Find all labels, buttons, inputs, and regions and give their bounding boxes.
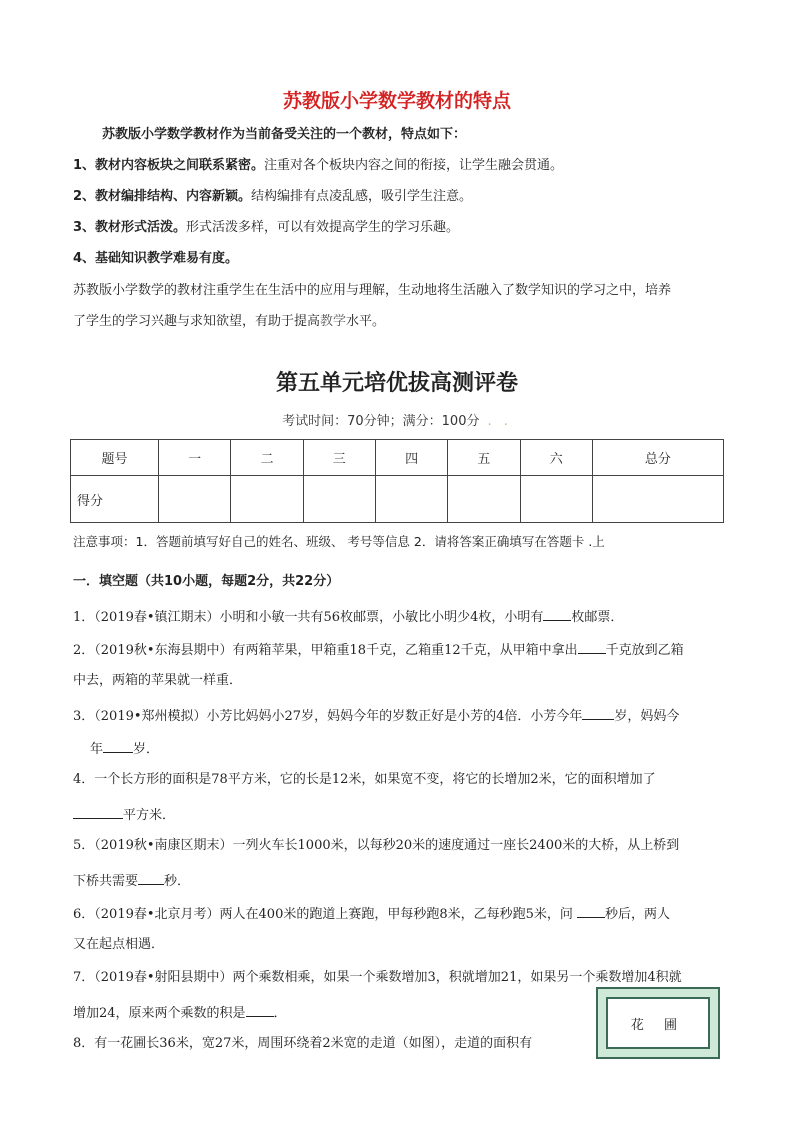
header-cell: 三 [303, 440, 375, 476]
intro-summary-line-2: 了学生的学习兴趣与求知欲望，有助于提高教学水平。 [73, 314, 386, 329]
exam-title: 第五单元培优拔高测评卷 [275, 370, 518, 396]
answer-blank[interactable] [103, 738, 133, 753]
answer-blank[interactable] [577, 903, 605, 918]
score-cell[interactable] [448, 476, 520, 523]
question-4-cont: 平方米． [73, 804, 175, 825]
intro-point-1: 1、教材内容板块之间联系紧密。注重对各个板块内容之间的衔接，让学生融会贯通。 [73, 158, 564, 173]
score-table [70, 439, 724, 523]
score-cell[interactable] [520, 476, 592, 523]
intro-title: 苏教版小学数学教材的特点 [282, 90, 511, 112]
score-cell[interactable] [159, 476, 231, 523]
question-7-cont: 增加24，原来两个乘数的积是 ． [73, 1002, 287, 1023]
answer-blank[interactable] [246, 1002, 274, 1017]
question-8: 8．有一花圃长36米，宽27米，周围环绕着2米宽的走道（如图），走道的面积有 [73, 1036, 533, 1051]
score-cell[interactable] [592, 476, 723, 523]
question-6: 6．（2019春•北京月考）两人在400米的跑道上赛跑，甲每秒跑8米，乙每秒跑5米，问 秒后，两人 [73, 903, 670, 924]
header-cell: 四 [375, 440, 447, 476]
question-7: 7．（2019春•射阳县期中）两个乘数相乘，如果一个乘数增加3，积就增加21，如果另一个乘数增加4积就 [73, 970, 682, 985]
intro-point-4: 4、基础知识教学难易有度。 [73, 251, 239, 266]
answer-blank[interactable] [138, 870, 164, 885]
answer-blank[interactable] [543, 606, 571, 621]
intro-point-3: 3、教材形式活泼。形式活泼多样，可以有效提高学生的学习乐趣。 [73, 220, 460, 235]
question-1: 1．（2019春•镇江期末）小明和小敏一共有56枚邮票，小敏比小明少4枚，小明有 枚邮票． [73, 606, 623, 627]
question-2: 2．（2019秋•东海县期中）有两箱苹果，甲箱重18千克，乙箱重12千克，从甲箱中拿出 千克放到乙箱 [73, 639, 684, 660]
header-cell: 二 [231, 440, 303, 476]
section-title: 一．填空题（共10小题，每题2分，共22分） [73, 574, 340, 589]
question-3: 3．（2019•郑州模拟）小芳比妈妈小27岁，妈妈今年的岁数正好是小芳的4倍．小芳今年 岁，妈妈今 [73, 705, 679, 726]
intro-summary-line-1: 苏教版小学数学的教材注重学生在生活中的应用与理解，生动地将生活融入了数学知识的学习之中，培养 [73, 283, 672, 298]
question-2-cont: 中去，两箱的苹果就一样重． [73, 673, 243, 688]
header-cell: 题号 [71, 440, 159, 476]
garden-label: 花 圃 [606, 997, 710, 1049]
score-cell[interactable] [303, 476, 375, 523]
answer-blank[interactable] [578, 639, 606, 654]
score-cell[interactable] [375, 476, 447, 523]
exam-notes: 注意事项：1．答题前填写好自己的姓名、班级、 考号等信息 2．请将答案正确填写在答题卡 .上 [73, 534, 605, 549]
score-table-score-row [71, 476, 724, 523]
question-5-cont: 下桥共需要 秒． [73, 870, 190, 891]
question-4: 4．一个长方形的面积是78平方米，它的长是12米，如果宽不变，将它的长增加2米，它的面积增加了 [73, 772, 656, 787]
answer-blank[interactable] [582, 705, 614, 720]
score-label-cell: 得分 [71, 476, 159, 523]
intro-lead: 苏教版小学数学教材作为当前备受关注的一个教材，特点如下： [102, 127, 467, 142]
score-table-header-row [71, 440, 724, 476]
exam-subtitle: 考试时间：70分钟；满分：100分 . . [282, 414, 512, 429]
answer-blank[interactable] [73, 804, 123, 819]
question-5: 5．（2019秋•南康区期末）一列火车长1000米，以每秒20米的速度通过一座长2400米的大桥，从上桥到 [73, 838, 680, 853]
header-cell: 总分 [592, 440, 723, 476]
question-6-cont: 又在起点相遇． [73, 937, 165, 952]
intro-point-2: 2、教材编排结构、内容新颖。结构编排有点凌乱感，吸引学生注意。 [73, 189, 473, 204]
header-cell: 一 [159, 440, 231, 476]
header-cell: 五 [448, 440, 520, 476]
garden-figure [596, 987, 720, 1059]
question-3-cont: 年 岁． [90, 738, 159, 759]
score-cell[interactable] [231, 476, 303, 523]
header-cell: 六 [520, 440, 592, 476]
